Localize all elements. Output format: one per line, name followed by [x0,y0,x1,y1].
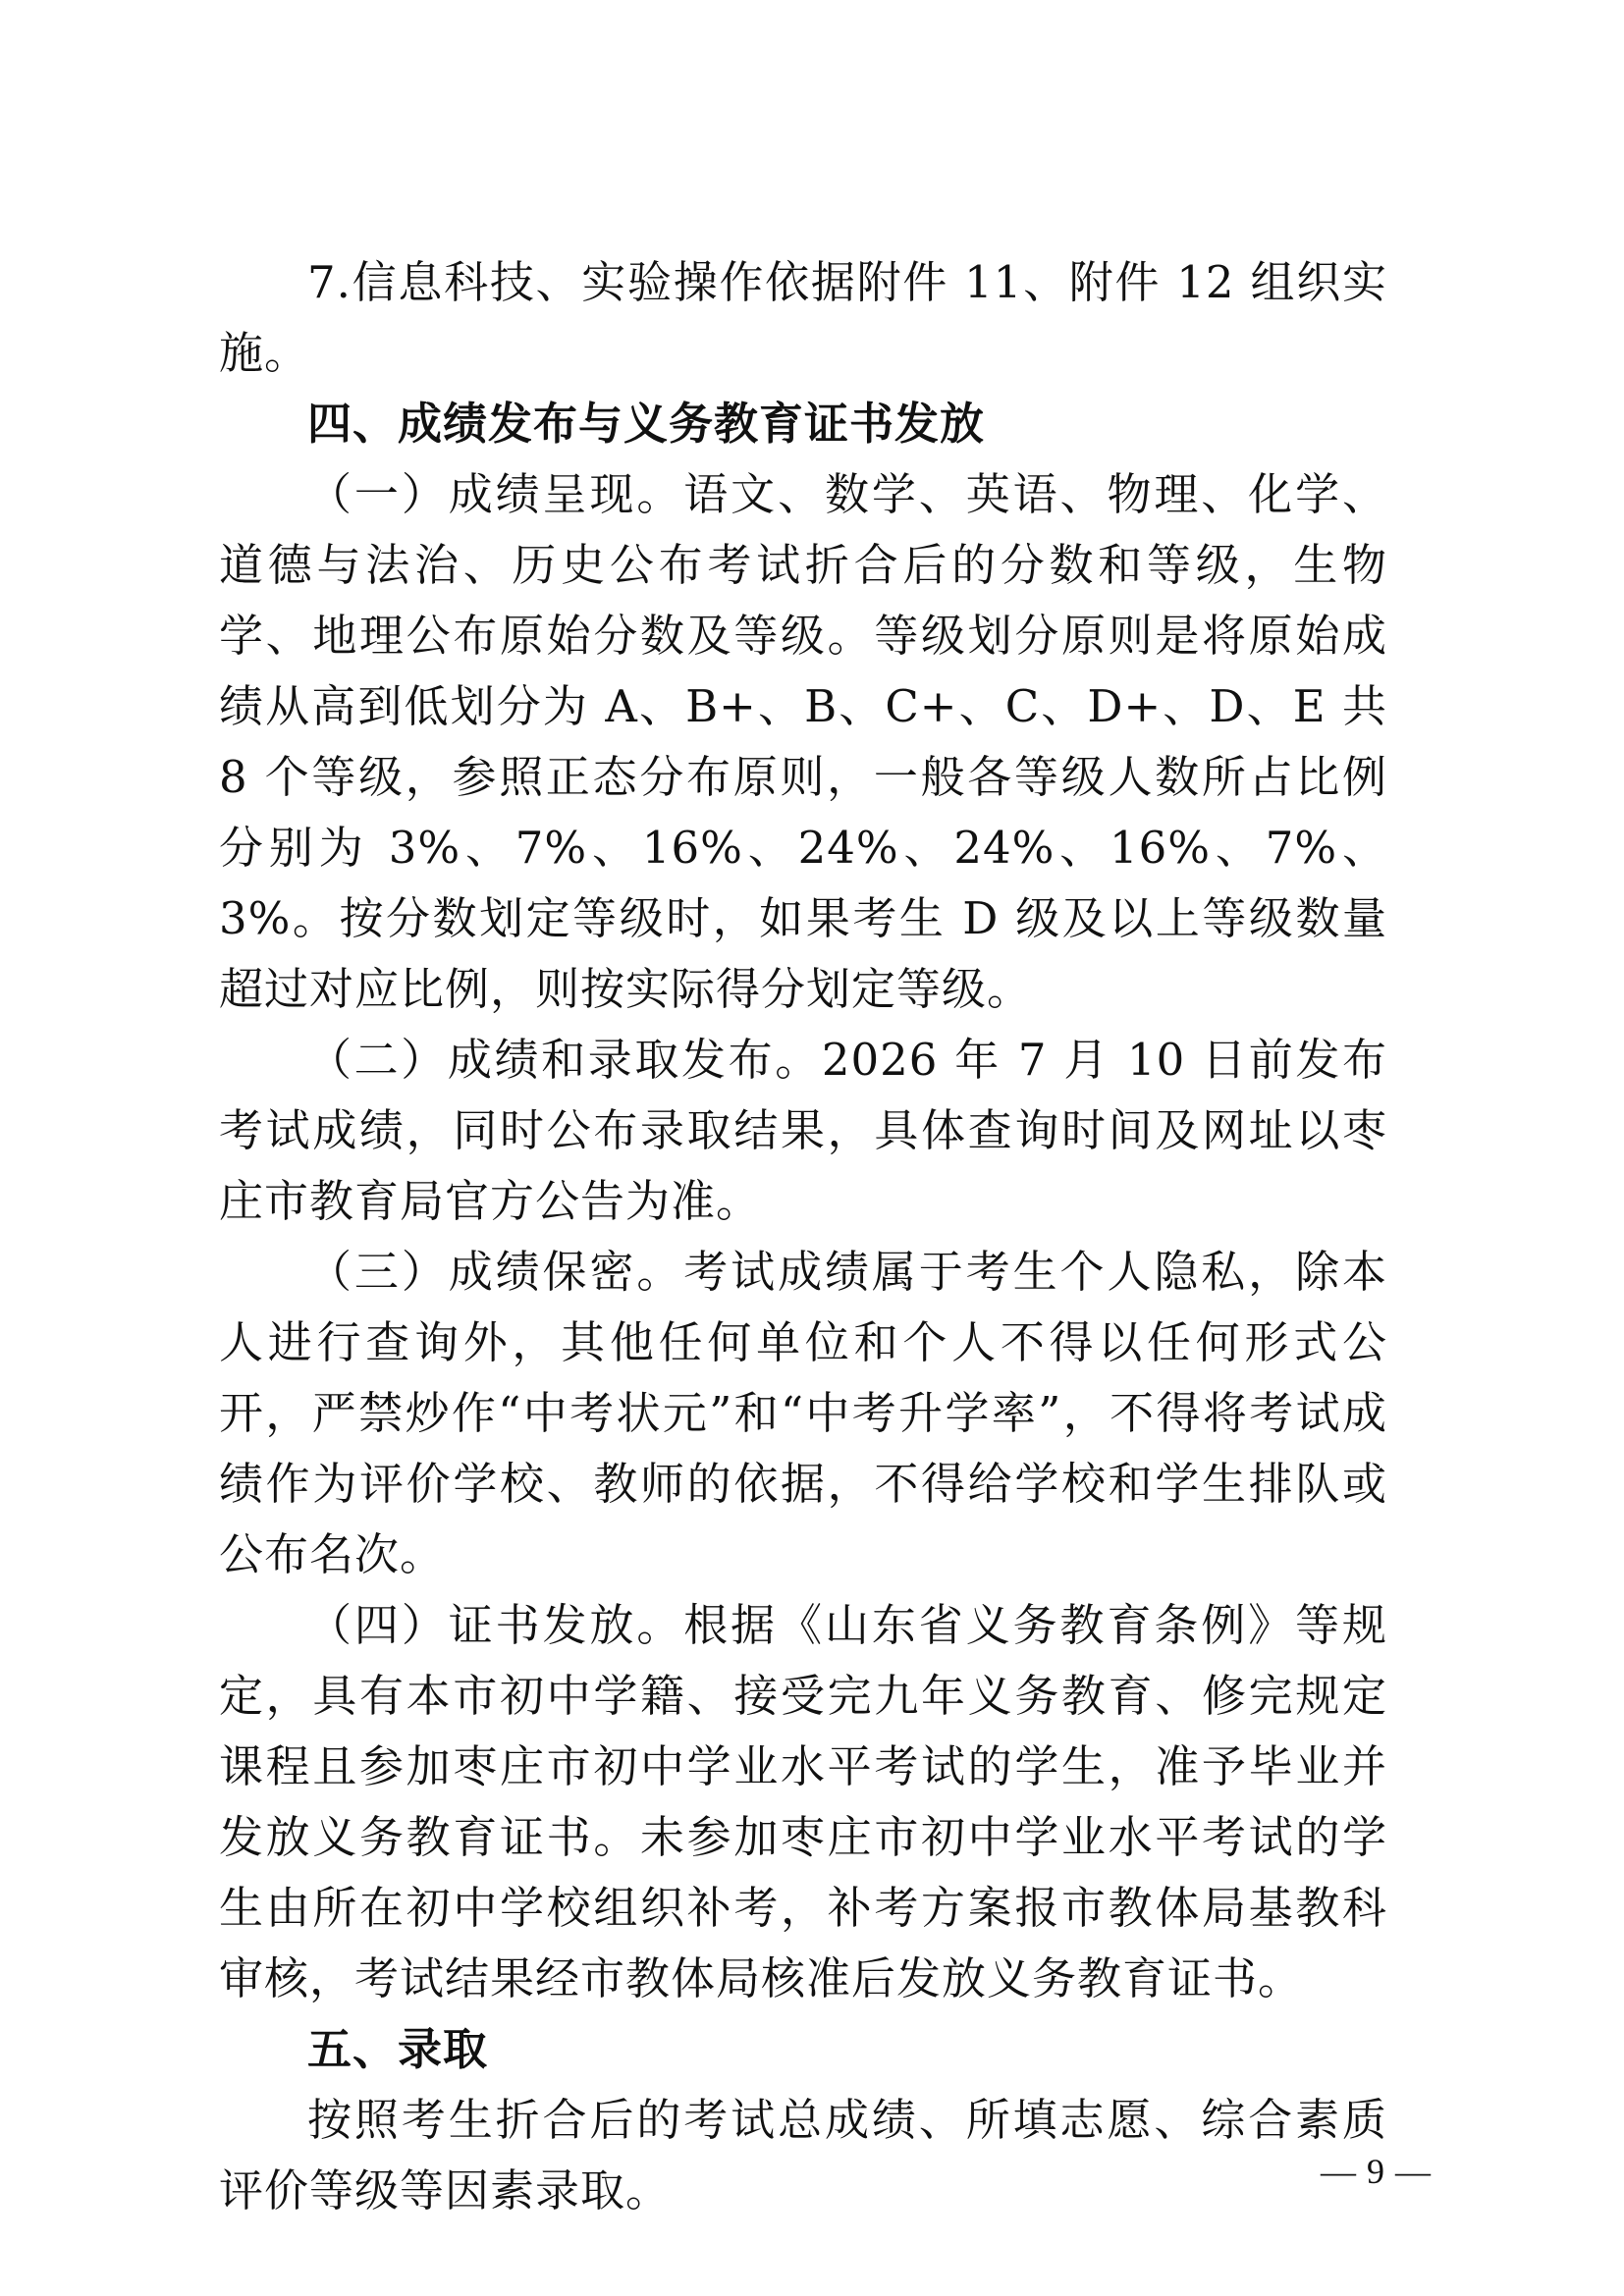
section-heading-4: 四、成绩发布与义务教育证书发放 [307,398,986,450]
paragraph-certificate-issuance: （四）证书发放。根据《山东省义务教育条例》等规定，具有本市初中学籍、接受完九年义务教育、修完规定课程且参加枣庄市初中学业水平考试的学生，准予毕业并发放义务教育证书。未参加枣庄市初中学业水平考试的学生由所在初中学校组织补考，补考方案报市教体局基教科审核，考试结果经市教体局核准后发放义务教育证书。 [219,1599,1387,2004]
document-body [219,247,1387,2226]
paragraph-score-release: （二）成绩和录取发布。2026 年 7 月 10 日前发布考试成绩，同时公布录取结果，具体查询时间及网址以枣庄市教育局官方公告为准。 [219,1034,1387,1227]
paragraph-score-presentation: （一）成绩呈现。语文、数学、英语、物理、化学、道德与法治、历史公布考试折合后的分数和等级，生物学、地理公布原始分数及等级。等级划分原则是将原始成绩从高到低划分为 A、B+、B、C+、C、D+、D、E 共 8 个等级，参照正态分布原则，一般各等级人数所占比例分别为 3%、7%、16%、24%、24%、16%、7%、3%。按分数划定等级时，如果考生 D 级及以上等级数量超过对应比例，则按实际得分划定等级。 [219,468,1387,1015]
paragraph-item-7: 7.信息科技、实验操作依据附件 11、附件 12 组织实施。 [219,256,1387,379]
page-number: — 9 — [1321,2152,1432,2191]
paragraph-admission: 按照考生折合后的考试总成绩、所填志愿、综合素质评价等级等因素录取。 [219,2094,1387,2216]
section-heading-5: 五、录取 [307,2023,489,2075]
paragraph-score-confidentiality: （三）成绩保密。考试成绩属于考生个人隐私，除本人进行查询外，其他任何单位和个人不得以任何形式公开，严禁炒作“中考状元”和“中考升学率”，不得将考试成绩作为评价学校、教师的依据，不得给学校和学生排队或公布名次。 [219,1246,1387,1580]
